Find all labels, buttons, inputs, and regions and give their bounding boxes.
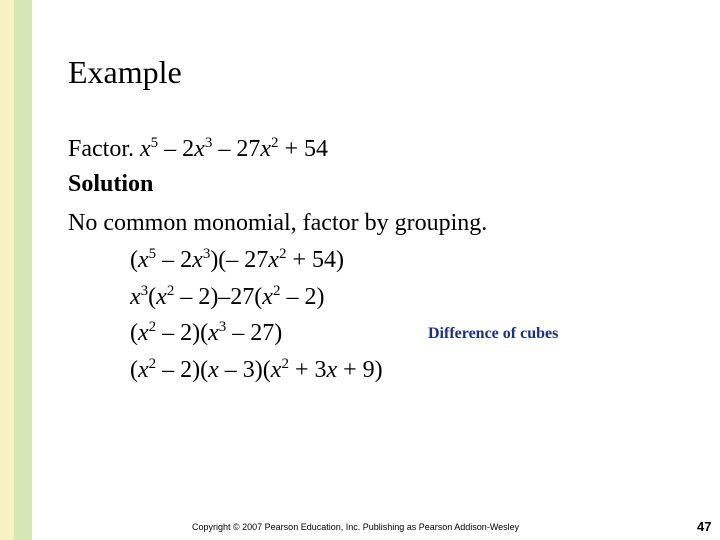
problem-prefix: Factor.: [68, 136, 140, 162]
slide-title: Example: [68, 54, 182, 90]
step-3: $(x^2 - 2)(x^3 - 27)$: [130, 319, 283, 346]
decorative-side-bar: [0, 0, 14, 540]
page-number: 47: [697, 519, 712, 534]
decorative-side-stripe: [14, 0, 32, 540]
step-4: $(x^2 - 2)(x - 3)(x^2 + 3x + 9)$: [130, 356, 383, 383]
solution-label: Solution: [68, 171, 154, 197]
difference-of-cubes-annotation: Difference of cubes: [428, 325, 559, 342]
problem-expression: $x^5 - 2x^3 - 27x^2 + 54$: [140, 135, 329, 162]
step-2: $x^3(x^2 - 2)-27(x^2 - 2)$: [130, 283, 325, 310]
step-1: $(x^5 - 2x^3)(-$ $27x^2 + 54$): [130, 246, 344, 273]
problem-line: [68, 134, 328, 167]
method-text: No common monomial, factor by grouping.: [68, 210, 488, 236]
copyright-footer: Copyright © 2007 Pearson Education, Inc. Publishing as Pearson Addison-Wesley: [192, 522, 520, 532]
